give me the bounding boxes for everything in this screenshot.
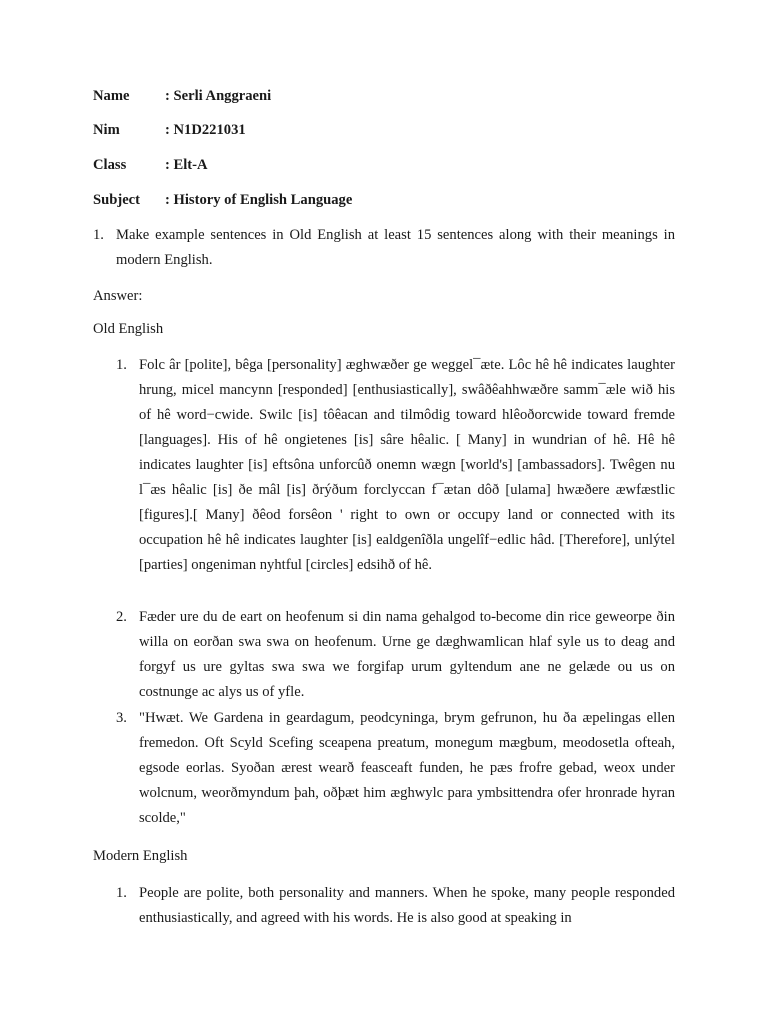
name-value: : Serli Anggraeni (165, 88, 272, 104)
question-number: 1. (93, 227, 104, 243)
oe-item-3-number: 3. (116, 710, 127, 726)
oe-item-1-number: 1. (116, 357, 127, 373)
question-text: Make example sentences in Old English at least 15 sentences along with their meanings in modern English. (116, 227, 675, 268)
oe-item-2-number: 2. (116, 609, 127, 625)
oe-item-3-text: "Hwæt. We Gardena in geardagum, peodcyninga, brym gefrunon, hu ða æpelingas ellen fremedon. Oft Scyld Scefing sceapena preatum, monegum mægbum, meodosetla ofteah, egsode eorlas. Syoðan ærest wearð feasceaft funden, he pæs frofre gebad, weox under wolcnum, weorðmyndum þah, oðþæt him æghwylc para ymbsittendra ofer hronrade hyran scolde," (139, 710, 675, 826)
oe-item-2-text: Fæder ure du de eart on heofenum si din nama gehalgod to-become din rice geweorpe ðin willa on eorðan swa swa on heofenum. Urne ge dæghwamlican hlaf syle us to deag and forgyf us ure gyltas swa swa we forgifap urum gyltendum ane ne gelæde ou us on costnunge ac alys us of yfle. (139, 609, 675, 700)
class-value: : Elt-A (165, 157, 208, 173)
subject-label: Subject (93, 192, 141, 208)
answer-label: Answer: (93, 288, 143, 304)
me-item-1-number: 1. (116, 885, 127, 901)
nim-label: Nim (93, 122, 120, 138)
old-english-heading: Old English (93, 321, 164, 337)
me-item-1-text: People are polite, both personality and manners. When he spoke, many people responded enthusiastically, and agreed with his words. He is also good at speaking in (139, 885, 675, 926)
oe-item-1-text: Folc âr [polite], bêga [personality] æghwæðer ge weggel¯æte. Lôc hê hê indicates laughter hrung, micel mancynn [responded] [enthusiastically], swâðêahhwæðre samm¯æle wið his of hê word−cwide. Swilc [is] tôêacan and tilmôdig toward hlêoðorcwide toward fremde [languages]. His of hê ongietenes [is] sâre hêalic. [ Many] in wundrian of hê. Hê hê indicates laughter [is] eftsôna unforcûð onemn wægn [world's] [ambassadors]. Twêgen nu l¯æs hêalic [is] ðe mâl [is] ðrýðum forclyccan f¯ætan dôð [ulama] hwæðere æwfæstlic [figures].[ Many] ðêod forsêon ' right to own or occupy land or connected with its occupation hê hê indicates laughter [is] ealdgenîðla ungelîf−edlic hâd. [Therefore], unlýtel [parties] ongeniman nyhtful [circles] edsihð of hê. (139, 357, 675, 573)
modern-english-heading: Modern English (93, 848, 188, 864)
nim-value: : N1D221031 (165, 122, 246, 138)
name-label: Name (93, 88, 130, 104)
subject-value: : History of English Language (165, 192, 353, 208)
class-label: Class (93, 157, 127, 173)
